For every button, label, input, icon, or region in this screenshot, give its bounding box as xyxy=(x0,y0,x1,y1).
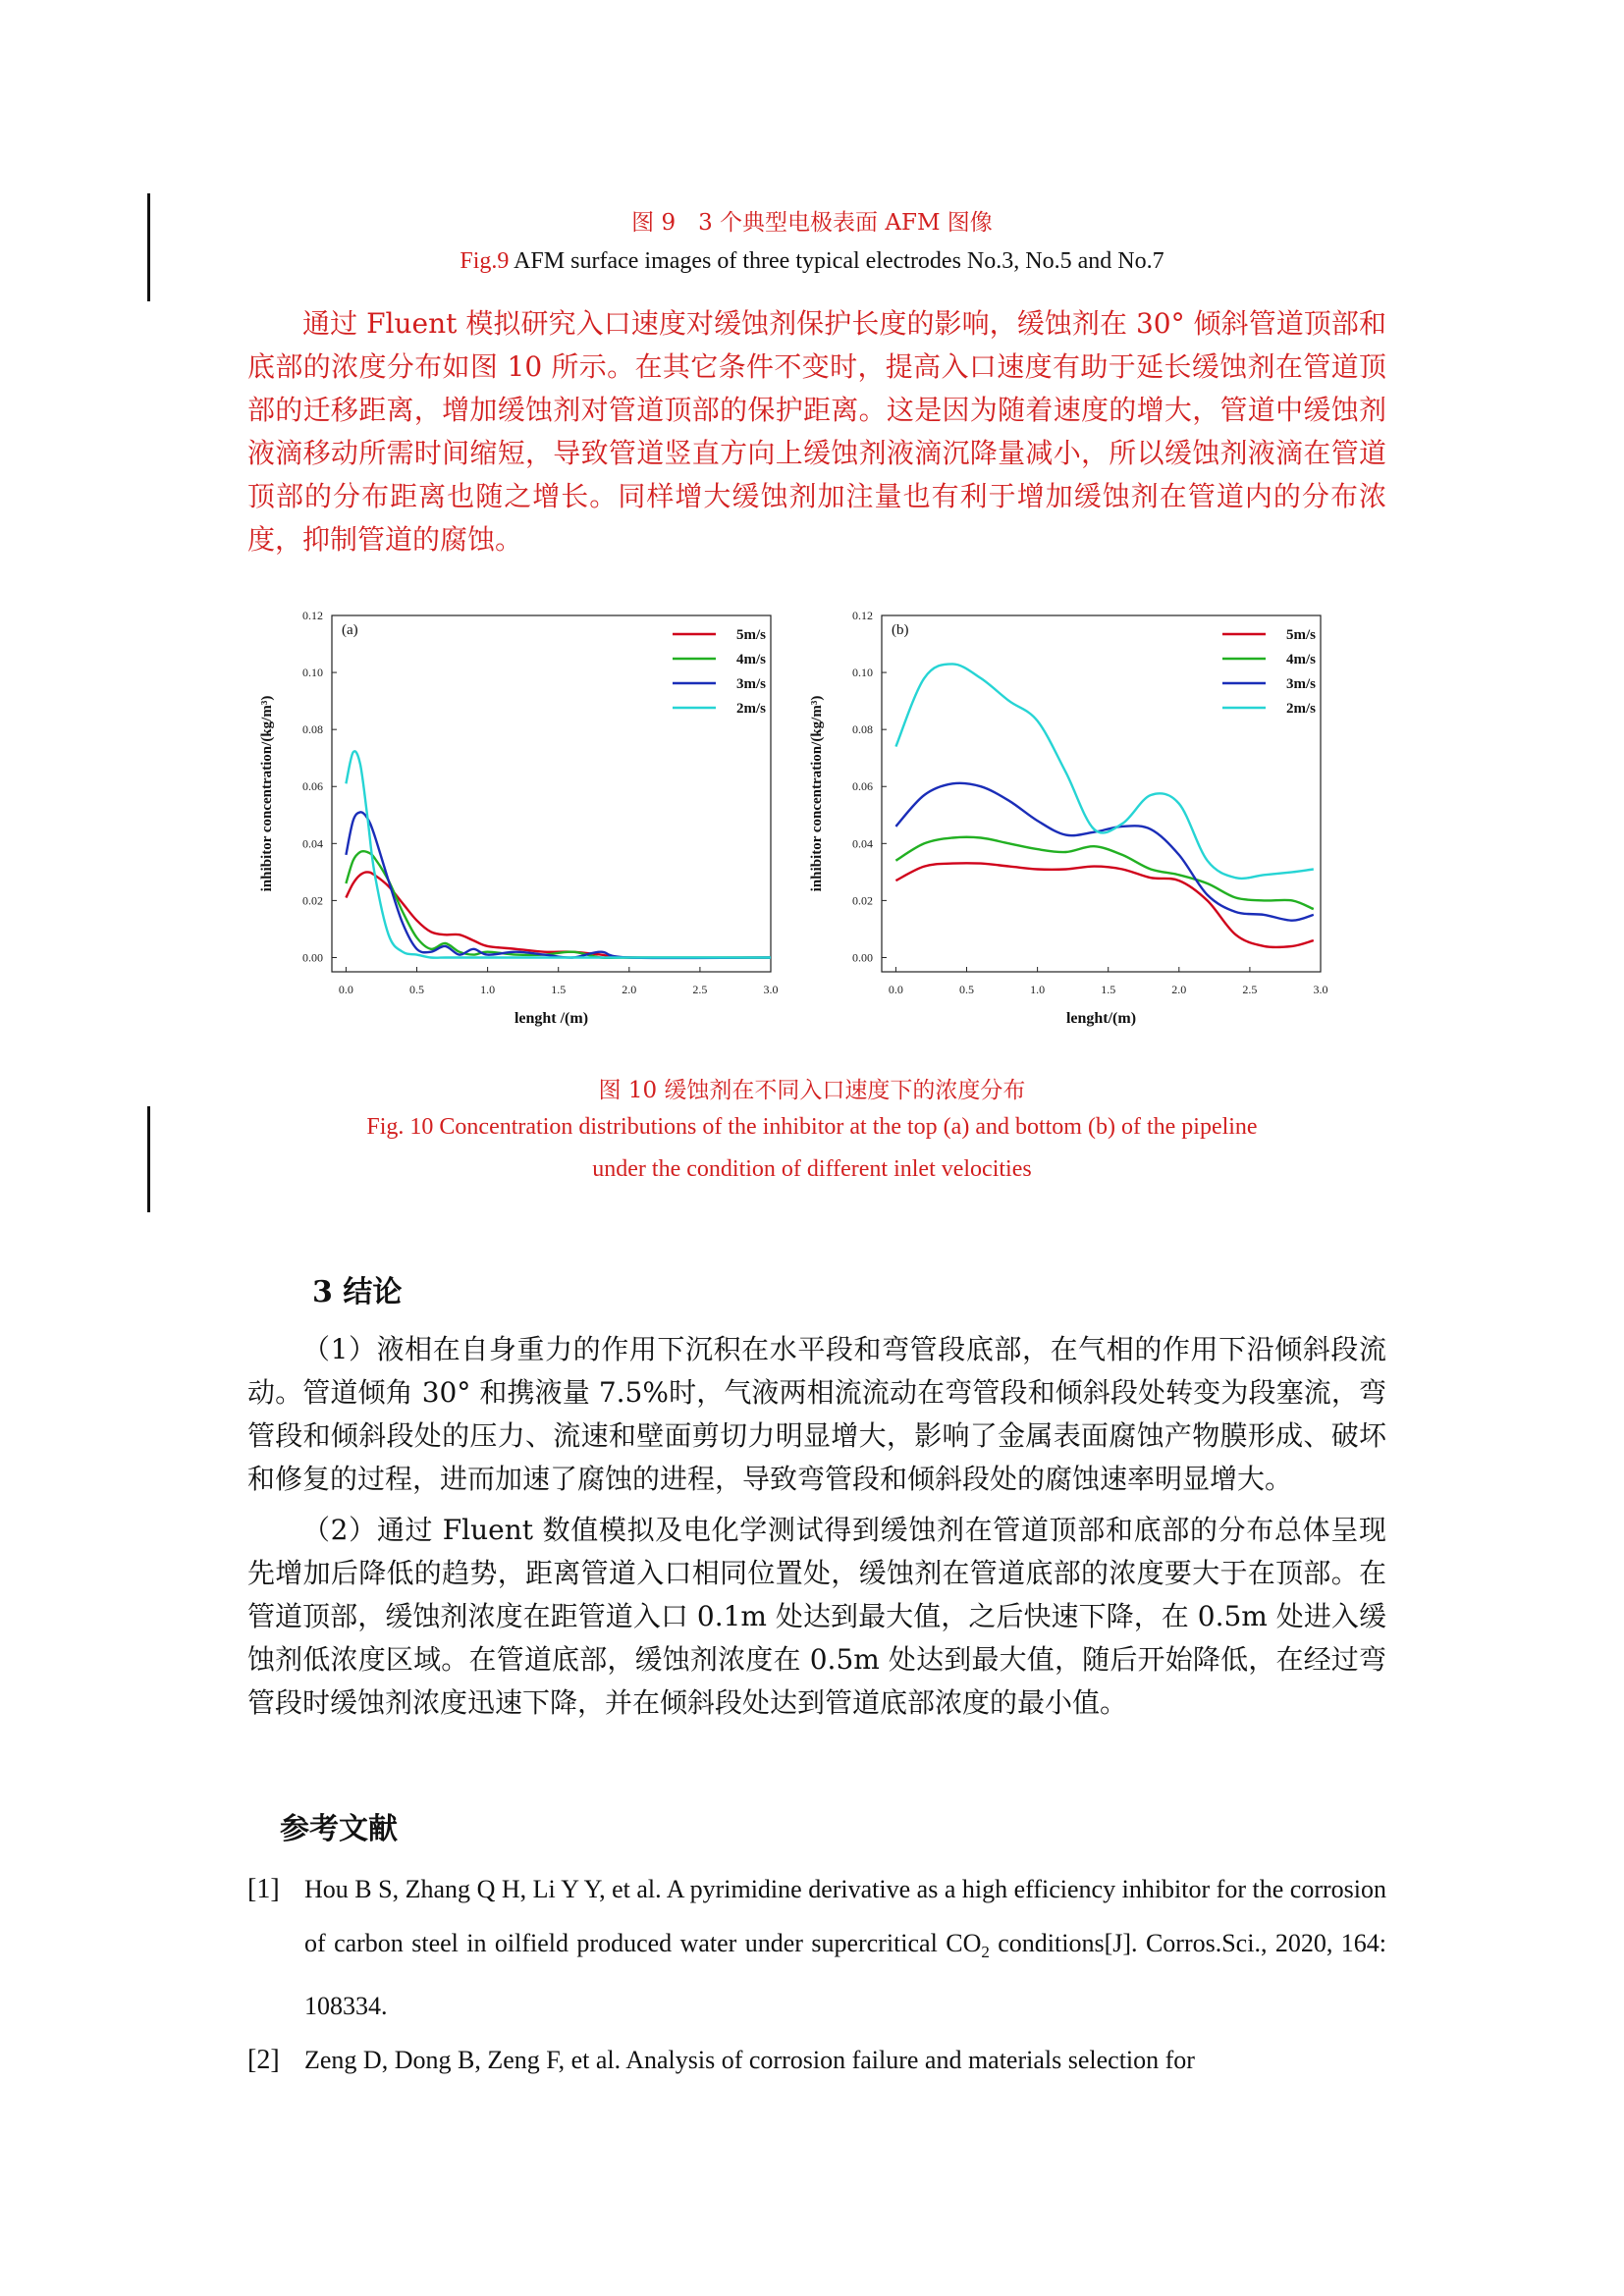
chart-panel-b xyxy=(809,609,1328,1027)
x-tick-label: 1.0 xyxy=(480,983,496,996)
reference-item xyxy=(247,2033,1386,2087)
y-tick-label: 0.06 xyxy=(302,779,323,794)
x-tick-label: 1.5 xyxy=(1101,983,1116,996)
reference-text-tail: conditions[J]. Corros.Sci., 2020, 164: 108334. xyxy=(304,1929,1386,2021)
x-tick-label: 2.5 xyxy=(692,983,708,996)
legend-label: 4m/s xyxy=(736,652,766,667)
intro-paragraph-text: 通过 Fluent 模拟研究入口速度对缓蚀剂保护长度的影响，缓蚀剂在 30° 倾斜管道顶部和底部的浓度分布如图 10 所示。在其它条件不变时，提高入口速度有助于延长缓蚀剂在管道顶部的迁移距离，增加缓蚀剂对管道顶部的保护距离。这是因为随着速度的增大，管道中缓蚀剂液滴移动所需时间缩短，导致管道竖直方向上缓蚀剂液滴沉降量减小，所以缓蚀剂液滴在管道顶部的分布距离也随之增长。同样增大缓蚀剂加注量也有利于增加缓蚀剂在管道内的分布浓度，抑制管道的腐蚀。 xyxy=(247,307,1386,556)
y-tick-label: 0.02 xyxy=(302,893,323,908)
legend-label: 2m/s xyxy=(736,701,766,717)
references-list xyxy=(247,1862,1386,2087)
y-tick-label: 0.00 xyxy=(302,950,323,965)
panel-label: (a) xyxy=(342,622,358,638)
legend-label: 5m/s xyxy=(1286,627,1316,643)
fig10-caption-cn xyxy=(0,1072,1624,1104)
y-tick-label: 0.12 xyxy=(302,609,323,622)
fig10-caption-en-line1-text: Fig. 10 Concentration distributions of the inhibitor at the top (a) and bottom (b) of the pipeline xyxy=(366,1114,1258,1140)
fig9-caption-en-text: AFM surface images of three typical electrodes No.3, No.5 and No.7 xyxy=(509,248,1164,274)
conclusion-paragraph-1: （1）液相在自身重力的作用下沉积在水平段和弯管段底部，在气相的作用下沿倾斜段流动。管道倾角 30° 和携液量 7.5%时，气液两相流流动在弯管段和倾斜段处转变为段塞流，弯管段和倾斜段处的压力、流速和壁面剪切力明显增大，影响了金属表面腐蚀产物膜形成、破坏和修复的过程，进而加速了腐蚀的进程，导致弯管段和倾斜段处的腐蚀速率明显增大。 xyxy=(247,1333,1386,1495)
reference-number: [2] xyxy=(247,2045,280,2076)
series-line-5m-per-s xyxy=(895,863,1313,947)
reference-item xyxy=(247,1862,1386,2033)
references-heading: 参考文献 xyxy=(280,1812,398,1846)
fig10-caption-en-line1 xyxy=(0,1114,1624,1141)
x-tick-label: 2.0 xyxy=(622,983,637,996)
legend-label: 3m/s xyxy=(736,676,766,692)
y-tick-label: 0.08 xyxy=(302,722,323,737)
fig9-caption-en xyxy=(0,248,1624,275)
y-axis-label: inhibitor concentration/(kg/m³) xyxy=(259,695,275,892)
conclusion-heading: 3 结论 xyxy=(312,1275,403,1309)
fig10-caption-en-line2-text: under the condition of different inlet velocities xyxy=(592,1156,1032,1182)
series-line-2m-per-s xyxy=(895,664,1313,879)
y-axis-label: inhibitor concentration/(kg/m³) xyxy=(809,695,825,892)
fig9-label: Fig.9 xyxy=(460,248,510,274)
legend-label: 4m/s xyxy=(1286,652,1316,667)
reference-number: [1] xyxy=(247,1874,280,1904)
x-tick-label: 2.5 xyxy=(1242,983,1258,996)
chart-panel-a xyxy=(259,609,779,1027)
series-line-5m-per-s xyxy=(346,872,771,957)
y-tick-label: 0.10 xyxy=(302,666,323,680)
plot-frame xyxy=(882,615,1321,972)
x-tick-label: 3.0 xyxy=(763,983,779,996)
reference-subscript: 2 xyxy=(981,1943,990,1962)
y-tick-label: 0.08 xyxy=(852,722,873,737)
fig10-caption-en-line2 xyxy=(0,1156,1624,1183)
legend-label: 3m/s xyxy=(1286,676,1316,692)
conclusion-paragraph-2: （2）通过 Fluent 数值模拟及电化学测试得到缓蚀剂在管道顶部和底部的分布总体呈现先增加后降低的趋势，距离管道入口相同位置处，缓蚀剂在管道底部的浓度要大于在顶部。在管道顶部，缓蚀剂浓度在距管道入口 0.1m 处达到最大值，之后快速下降，在 0.5m 处进入缓蚀剂低浓度区域。在管道底部，缓蚀剂浓度在 0.5m 处达到最大值，随后开始降低，在经过弯管段时缓蚀剂浓度迅速下降，并在倾斜段处达到管道底部浓度的最小值。 xyxy=(247,1514,1386,1719)
panel-label: (b) xyxy=(892,622,909,638)
x-tick-label: 2.0 xyxy=(1171,983,1187,996)
y-tick-label: 0.00 xyxy=(852,950,873,965)
y-tick-label: 0.06 xyxy=(852,779,873,794)
legend-label: 2m/s xyxy=(1286,701,1316,717)
series-line-4m-per-s xyxy=(895,837,1313,909)
y-tick-label: 0.04 xyxy=(852,836,873,851)
y-tick-label: 0.02 xyxy=(852,893,873,908)
x-tick-label: 1.0 xyxy=(1030,983,1046,996)
series-line-4m-per-s xyxy=(346,851,771,958)
x-tick-label: 0.5 xyxy=(959,983,975,996)
x-axis-label: lenght /(m) xyxy=(514,1010,589,1027)
x-axis-label: lenght/(m) xyxy=(1065,1010,1137,1027)
fig10-caption-cn-text: 图 10 缓蚀剂在不同入口速度下的浓度分布 xyxy=(598,1078,1026,1103)
x-tick-label: 0.0 xyxy=(888,983,903,996)
x-tick-label: 1.5 xyxy=(551,983,567,996)
legend-label: 5m/s xyxy=(736,627,766,643)
x-tick-label: 0.0 xyxy=(338,983,353,996)
intro-paragraph xyxy=(247,302,1386,561)
y-tick-label: 0.12 xyxy=(852,609,873,622)
series-line-3m-per-s xyxy=(346,812,771,958)
fig9-caption-cn xyxy=(0,204,1624,237)
y-tick-label: 0.10 xyxy=(852,666,873,680)
y-tick-label: 0.04 xyxy=(302,836,323,851)
reference-text: Hou B S, Zhang Q H, Li Y Y, et al. A pyrimidine derivative as a high efficiency inhibitor for the corrosion of carbon steel in oilfield produced water under supercritical CO xyxy=(304,1875,1386,1957)
reference-text: Zeng D, Dong B, Zeng F, et al. Analysis of corrosion failure and materials selection for xyxy=(304,2046,1195,2075)
fig10-charts xyxy=(0,589,1624,1041)
x-tick-label: 0.5 xyxy=(409,983,425,996)
fig9-caption-cn-text: 图 9 3 个典型电极表面 AFM 图像 xyxy=(631,210,993,236)
x-tick-label: 3.0 xyxy=(1313,983,1328,996)
plot-frame xyxy=(332,615,771,972)
conclusion-body xyxy=(247,1328,1386,1725)
